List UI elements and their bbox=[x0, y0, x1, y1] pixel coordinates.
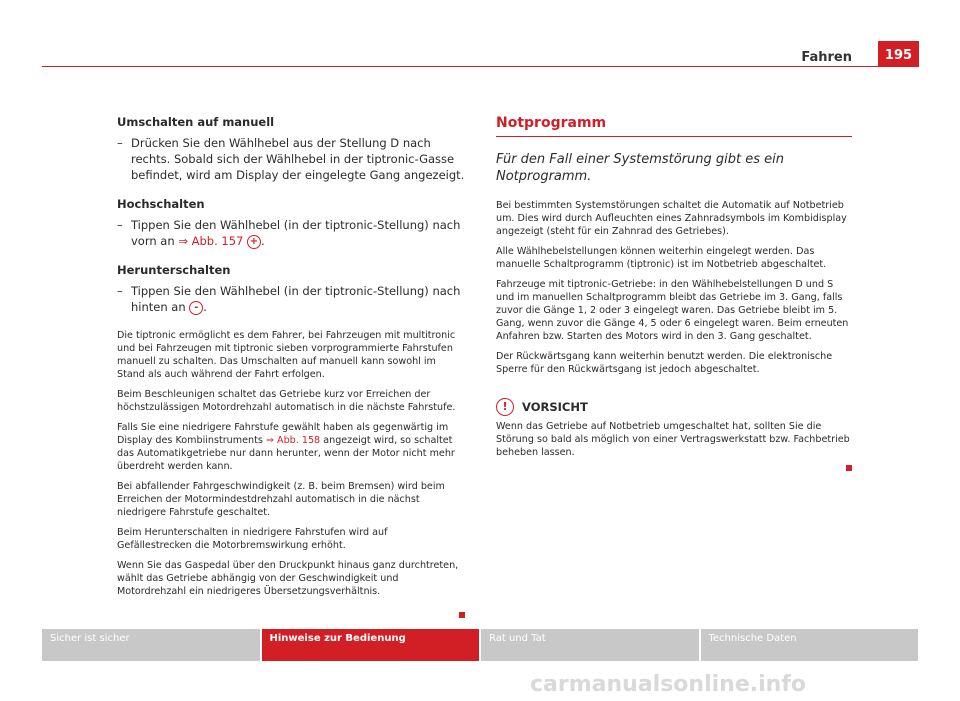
section-end-marker-icon bbox=[846, 465, 852, 471]
paragraph: Die tiptronic ermöglicht es dem Fahrer, bei Fahrzeugen mit multitronic und bei Fahrzeugen mit tiptronic sieben vorprogrammierte Fahrstufen manuell zu schalten. Das Umschalten auf manuell kann sowohl im Stand als auch während der Fahrt erfolgen. bbox=[117, 330, 456, 380]
step-text-main: Tippen Sie den Wählhebel (in der tiptronic-Stellung) nach hinten an bbox=[131, 284, 461, 314]
step-text: Drücken Sie den Wählhebel aus der Stellung D nach rechts. Sobald sich der Wählhebel in der tiptronic-Gasse befindet, wird am Display der eingelegte Gang angezeigt. bbox=[131, 136, 465, 182]
section-subtitle: Für den Fall einer Systemstörung gibt es ein Notprogramm. bbox=[496, 152, 785, 184]
section-end-marker-icon bbox=[459, 612, 465, 618]
paragraph: Wenn Sie das Gaspedal über den Druckpunkt hinaus ganz durchtreten, wählt das Getriebe abhängig von der Geschwindigkeit und Motordrehzahl ein niedrigeres Übersetzungsverhältnis. bbox=[117, 560, 459, 597]
heading-downshift: Herunterschalten bbox=[117, 263, 231, 277]
tab-technische-daten[interactable]: Technische Daten bbox=[701, 629, 919, 661]
tab-sicher-ist-sicher[interactable]: Sicher ist sicher bbox=[42, 629, 260, 661]
watermark: carmanualsonline.info bbox=[530, 672, 806, 697]
step-downshift bbox=[117, 283, 465, 315]
paragraph: Alle Wählhebelstellungen können weiterhin eingelegt werden. Das manuelle Schaltprogramm (tiptronic) ist im Notbetrieb abgeschaltet. bbox=[496, 246, 827, 270]
heading-upshift: Hochschalten bbox=[117, 197, 205, 211]
plus-key-icon: + bbox=[247, 235, 261, 249]
caution-header bbox=[496, 398, 852, 416]
paragraph: Beim Beschleunigen schaltet das Getriebe kurz vor Erreichen der höchstzulässigen Motordrehzahl automatisch in die nächste Fahrstufe. bbox=[117, 389, 456, 413]
paragraph: Beim Herunterschalten in niedrigere Fahrstufen wird auf Gefällestrecken die Motorbremswirkung erhöht. bbox=[117, 527, 388, 551]
paragraph: Bei abfallender Fahrgeschwindigkeit (z. B. beim Bremsen) wird beim Erreichen der Motormindestdrehzahl automatisch in die nächst niedrigere Fahrstufe geschaltet. bbox=[117, 481, 445, 518]
dash-bullet: – bbox=[117, 284, 123, 298]
right-column bbox=[496, 115, 852, 475]
tab-hinweise-zur-bedienung[interactable]: Hinweise zur Bedienung bbox=[262, 629, 480, 661]
paragraph-text: Falls Sie eine niedrigere Fahrstufe gewählt haben als gegenwärtig im Display des Kombiinstruments bbox=[117, 422, 449, 446]
paragraph bbox=[117, 421, 465, 473]
minus-key-icon: - bbox=[189, 301, 203, 315]
paragraph: Fahrzeuge mit tiptronic-Getriebe: in den Wählhebelstellungen D und S und im manuellen Schaltprogramm bleibt das Getriebe im 3. Gang, falls zuvor die Gänge 1, 2 oder 3 eingelegt waren. Das Getriebe bleibt im 5. Gang, wenn zuvor die Gänge 4, 5 oder 6 eingelegt waren. Beim erneuten Anfahren bzw. Starten des Motors wird in den 3. Gang geschaltet. bbox=[496, 279, 849, 342]
dash-bullet: – bbox=[117, 218, 123, 232]
caution-text: Wenn das Getriebe auf Notbetrieb umgeschaltet hat, sollten Sie die Störung so bald als möglich von einer Vertragswerkstatt bzw. Fachbetrieb beheben lassen. bbox=[496, 421, 850, 458]
caution-title: VORSICHT bbox=[522, 400, 588, 414]
header-rule bbox=[42, 66, 878, 67]
paragraph: Der Rückwärtsgang kann weiterhin benutzt werden. Die elektronische Sperre für den Rückwärtsgang ist jedoch abgeschaltet. bbox=[496, 351, 833, 375]
step-upshift bbox=[117, 217, 465, 249]
tab-rat-und-tat[interactable]: Rat und Tat bbox=[481, 629, 699, 661]
step-text-main: Tippen Sie den Wählhebel (in der tiptronic-Stellung) nach vorn an bbox=[131, 218, 461, 248]
paragraph: Bei bestimmten Systemstörungen schaltet die Automatik auf Notbetrieb um. Dies wird durch Aufleuchten eines Zahnradsymbols im Kombidisplay angezeigt (steht für ein Zahnrad des Getriebes). bbox=[496, 200, 847, 237]
page-number: 195 bbox=[878, 41, 919, 67]
left-column bbox=[117, 115, 465, 622]
step-text: Tippen Sie den Wählhebel (in der tiptronic-Stellung) nach vorn an ⇒ Abb. 157 + . bbox=[131, 218, 461, 248]
step-text: Tippen Sie den Wählhebel (in der tiptronic-Stellung) nach hinten an - . bbox=[131, 284, 461, 314]
section-title: Notprogramm bbox=[496, 115, 852, 137]
chapter-title: Fahren bbox=[801, 50, 852, 65]
dash-bullet: – bbox=[117, 136, 123, 150]
heading-manual: Umschalten auf manuell bbox=[117, 115, 275, 129]
figure-link[interactable]: ⇒ Abb. 158 bbox=[265, 435, 321, 446]
paragraph-text: angezeigt wird, so schaltet das Automatikgetriebe nur dann herunter, wenn der Motor nicht mehr überdreht werden kann. bbox=[117, 435, 455, 472]
caution-icon: ! bbox=[496, 398, 514, 416]
chapter-tabs bbox=[42, 629, 918, 661]
figure-link[interactable]: ⇒ Abb. 157 bbox=[178, 234, 244, 248]
step-manual bbox=[117, 135, 465, 183]
